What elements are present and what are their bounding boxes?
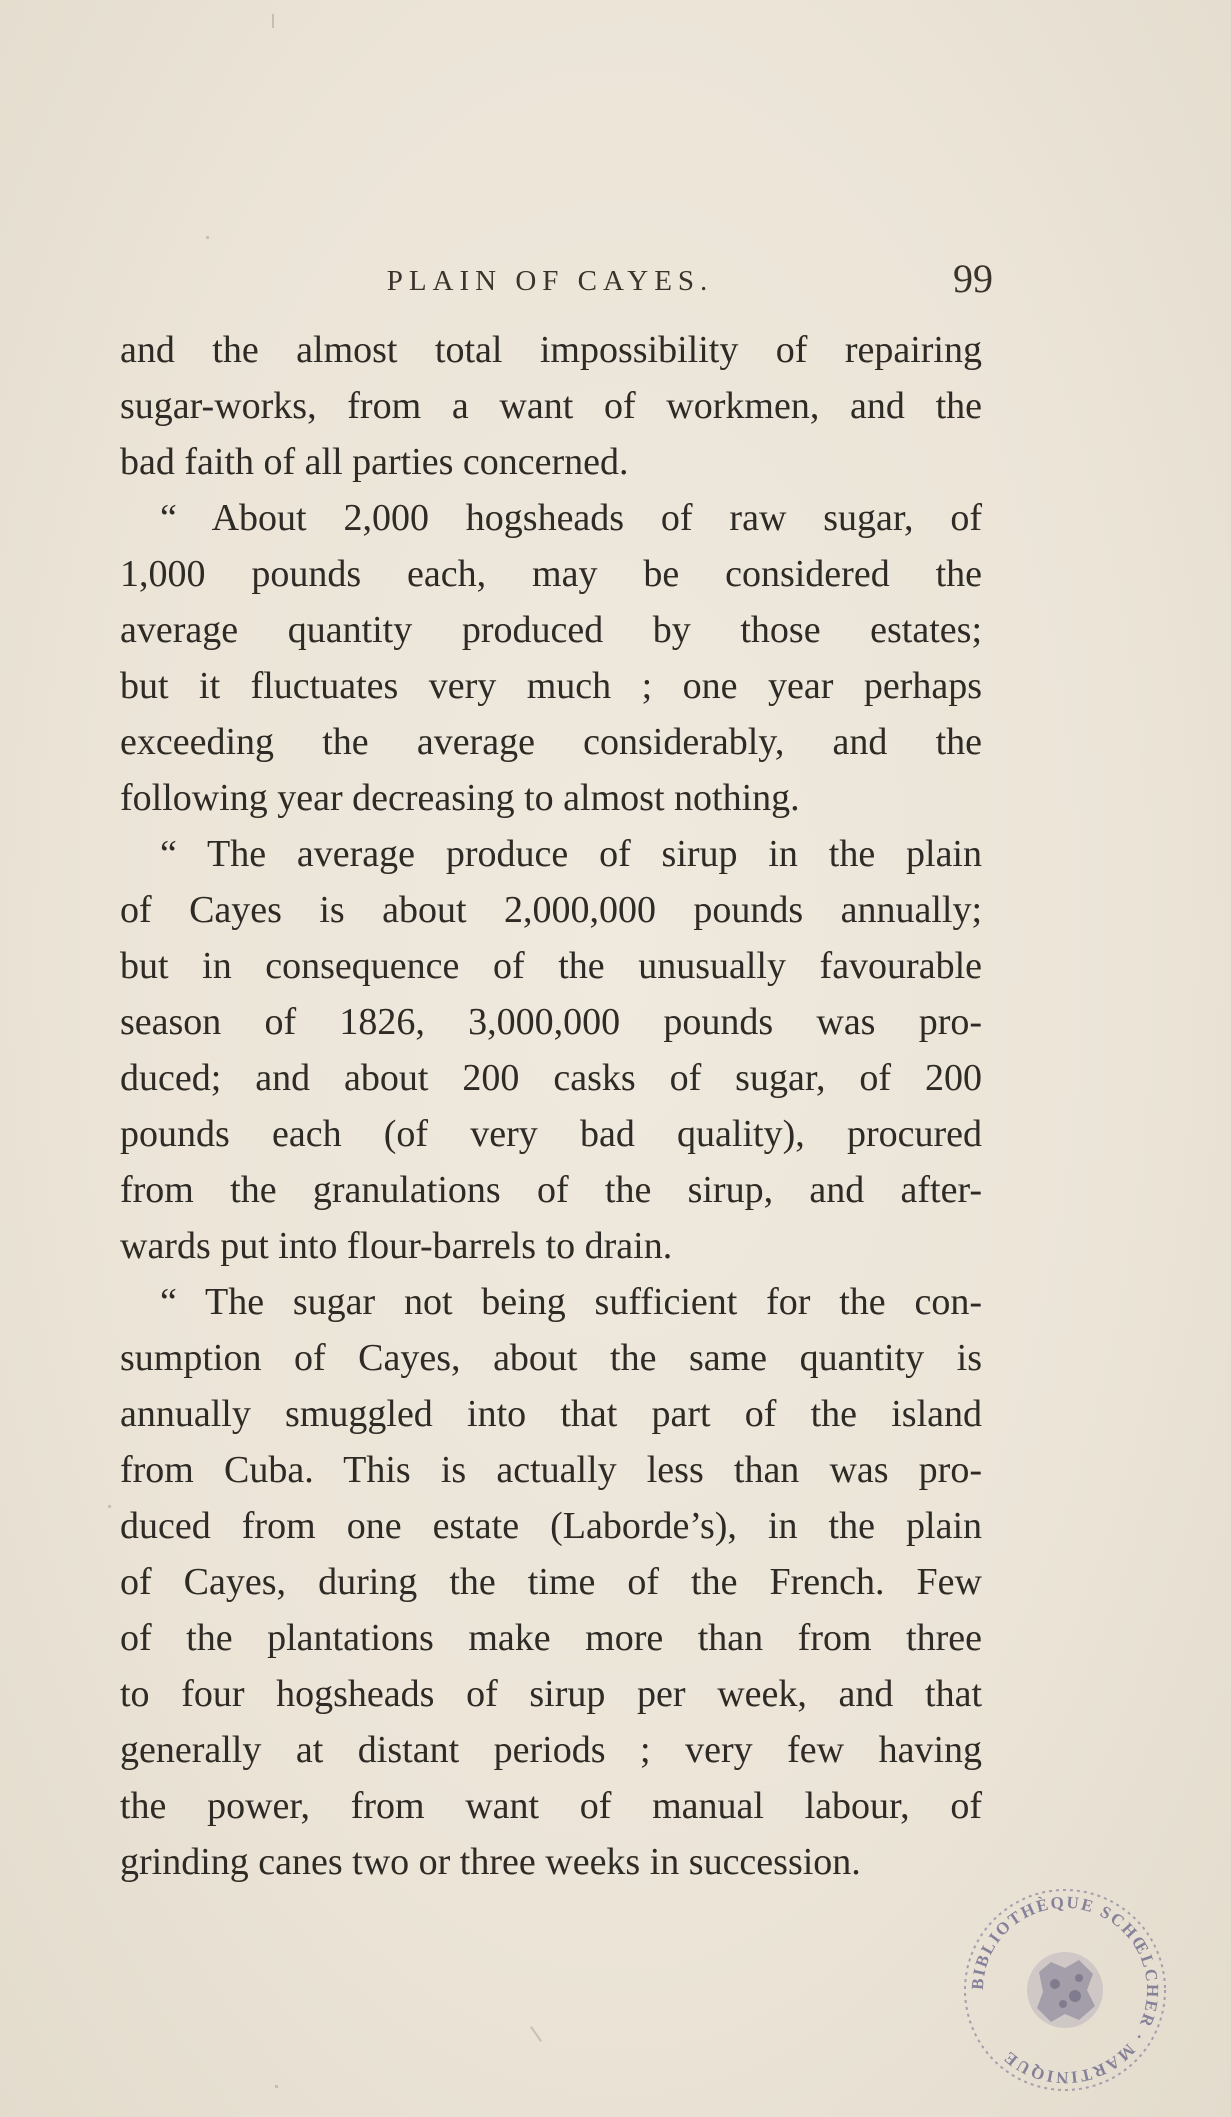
text-line: generally at distant periods ; very few having: [120, 1729, 982, 1771]
text-line: annually smuggled into that part of the island: [120, 1393, 982, 1435]
stamp-emblem-dot: [1075, 1974, 1083, 1982]
text-line: but it fluctuates very much ; one year perhaps: [120, 665, 982, 707]
text-line: 1,000 pounds each, may be considered the: [120, 553, 982, 595]
body-text: [120, 322, 982, 1890]
text-line: from the granulations of the sirup, and after-: [120, 1169, 982, 1211]
stamp-emblem-crest: [1037, 1960, 1095, 2022]
running-head: [115, 255, 993, 305]
text-line: of Cayes, during the time of the French. Few: [120, 1561, 982, 1603]
text-line: “ About 2,000 hogsheads of raw sugar, of: [160, 497, 982, 539]
stamp-emblem-dot: [1069, 1990, 1081, 2002]
text-line: the power, from want of manual labour, of: [120, 1785, 982, 1827]
stamp-emblem-dot: [1059, 2000, 1067, 2008]
text-line: duced from one estate (Laborde’s), in the plain: [120, 1505, 982, 1547]
text-line: sugar-works, from a want of workmen, and the: [120, 385, 982, 427]
text-line: bad faith of all parties concerned.: [120, 441, 629, 483]
text-line: sumption of Cayes, about the same quantity is: [120, 1337, 982, 1379]
paper-speck: [206, 236, 209, 239]
stamp-emblem: [1027, 1952, 1103, 2028]
paper-speck: [272, 14, 274, 28]
text-line: “ The sugar not being sufficient for the con-: [160, 1281, 982, 1323]
text-line: average quantity produced by those estates;: [120, 609, 982, 651]
text-line: exceeding the average considerably, and the: [120, 721, 982, 763]
text-line: “ The average produce of sirup in the plain: [160, 833, 982, 875]
paper-speck: [530, 2026, 542, 2042]
text-line: of the plantations make more than from three: [120, 1617, 982, 1659]
stamp-emblem-dot: [1050, 1979, 1060, 1989]
running-title: PLAIN OF CAYES.: [386, 265, 714, 297]
stamp-lettering: BIBLIOTHÈQUE SCHŒLCHER · MARTINIQUE: [967, 1892, 1163, 2088]
text-line: wards put into flour-barrels to drain.: [120, 1225, 673, 1267]
text-line: from Cuba. This is actually less than was pro-: [120, 1449, 982, 1491]
page-number: 99: [953, 256, 993, 301]
library-stamp: [955, 1880, 1175, 2100]
text-line: and the almost total impossibility of repairing: [120, 329, 982, 371]
text-line: duced; and about 200 casks of sugar, of 200: [120, 1057, 982, 1099]
paper-speck: [108, 1505, 111, 1508]
text-line: following year decreasing to almost nothing.: [120, 777, 800, 819]
paper-speck: [275, 2085, 278, 2088]
text-line: grinding canes two or three weeks in succession.: [120, 1841, 861, 1883]
text-line: but in consequence of the unusually favourable: [120, 945, 982, 987]
text-line: season of 1826, 3,000,000 pounds was pro-: [120, 1001, 982, 1043]
text-line: pounds each (of very bad quality), procured: [120, 1113, 982, 1155]
text-line: of Cayes is about 2,000,000 pounds annually;: [120, 889, 982, 931]
text-line: to four hogsheads of sirup per week, and that: [120, 1673, 982, 1715]
